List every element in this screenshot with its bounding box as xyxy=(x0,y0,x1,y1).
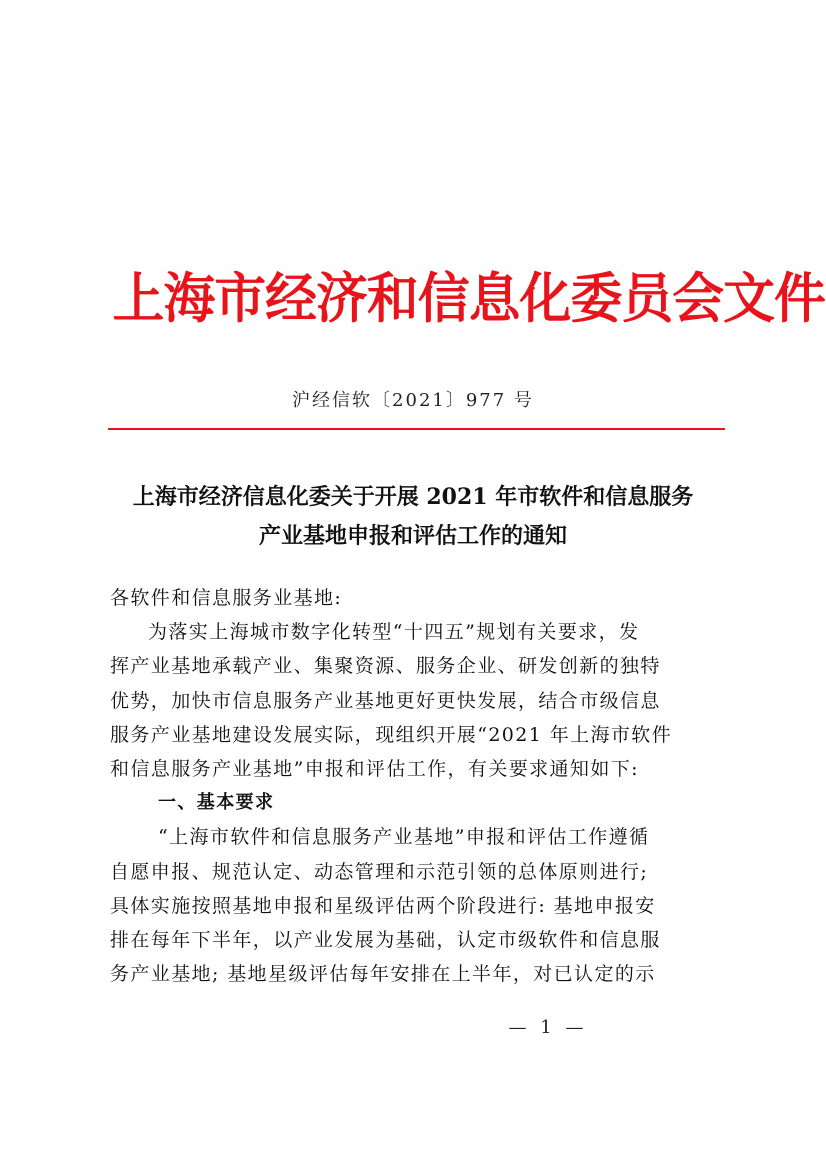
body-line: 和信息服务产业基地”申报和评估工作，有关要求通知如下: xyxy=(110,757,639,780)
salutation: 各软件和信息服务业基地: xyxy=(110,587,343,609)
body-line: 服务产业基地建设发展实际，现组织开展“2021 年上海市软件 xyxy=(110,723,673,746)
body-line: “上海市软件和信息服务产业基地”申报和评估工作遵循 xyxy=(158,826,650,849)
document-number: 沪经信软〔2021〕977 号 xyxy=(292,390,534,411)
body-line: 自愿申报、规范认定、动态管理和示范引领的总体原则进行; xyxy=(110,860,649,883)
notice-title xyxy=(100,478,726,556)
body-line: 具体实施按照基地申报和星级评估两个阶段进行: 基地申报安 xyxy=(110,894,656,917)
red-divider-line xyxy=(108,428,725,430)
notice-body xyxy=(110,581,730,991)
notice-title-line-2: 产业基地申报和评估工作的通知 xyxy=(258,523,567,549)
body-line: 挥产业基地承载产业、集聚资源、服务企业、研发创新的独特 xyxy=(110,655,661,678)
body-line: 排在每年下半年，以产业发展为基础，认定市级软件和信息服 xyxy=(110,928,661,951)
body-line: 为落实上海城市数字化转型“十四五”规划有关要求，发 xyxy=(148,621,640,644)
body-line: 优势，加快市信息服务产业基地更好更快发展，结合市级信息 xyxy=(110,689,661,712)
page-number: — 1 — xyxy=(508,1017,588,1038)
body-line: 务产业基地; 基地星级评估每年安排在上半年，对已认定的示 xyxy=(110,963,656,986)
notice-title-line-1: 上海市经济信息化委关于开展 2021 年市软件和信息服务 xyxy=(132,484,694,510)
issuing-authority-header: 上海市经济和信息化委员会文件 xyxy=(112,266,825,330)
section-heading: 一、基本要求 xyxy=(158,792,275,814)
